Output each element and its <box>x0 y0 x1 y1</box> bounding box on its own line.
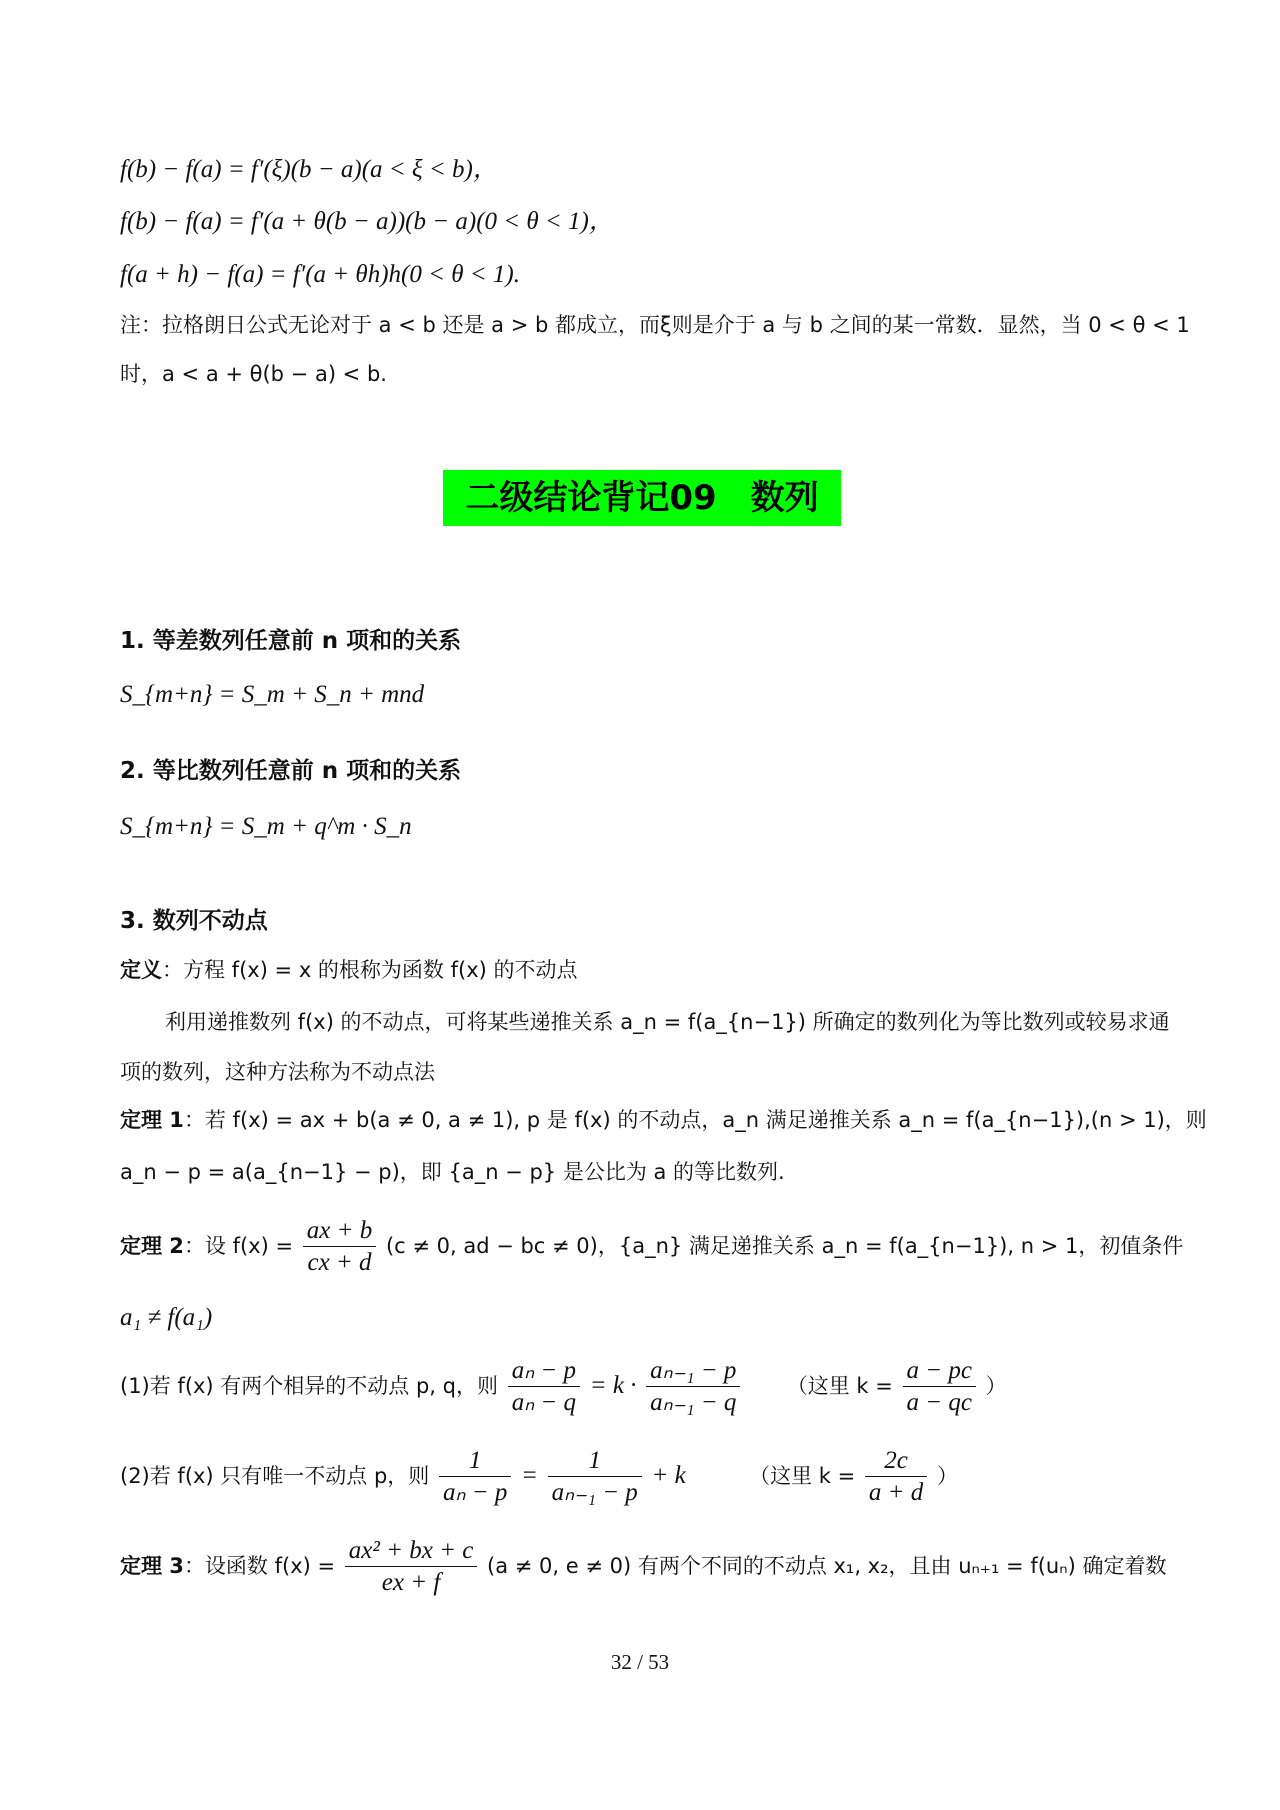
case-2-note-post: ） <box>936 1463 958 1488</box>
theorem-2-fraction <box>303 1215 376 1279</box>
theorem-1-line-2: a_n − p = a(a_{n−1} − p)，即 {a_n − p} 是公比为 a 的等比数列. <box>120 1160 785 1184</box>
section-1-formula: S_{m+n} = S_m + S_n + mnd <box>120 681 425 708</box>
fraction-denominator: a + d <box>868 1479 924 1507</box>
fraction-denominator: aₙ₋₁ − q <box>650 1389 737 1417</box>
section-1-heading: 1. 等差数列任意前 n 项和的关系 <box>120 628 462 654</box>
mvt-formula-3: f(a + h) − f(a) = f′(a + θh)h(0 < θ < 1). <box>120 261 520 288</box>
fixed-point-paragraph-2: 项的数列，这种方法称为不动点法 <box>120 1060 435 1084</box>
mvt-note-line-1: 注：拉格朗日公式无论对于 a < b 还是 a > b 都成立，而ξ则是介于 a 与 b 之间的某一常数．显然，当 0 < θ < 1 <box>120 313 1190 337</box>
fraction-denominator: ex + f <box>381 1569 441 1597</box>
fraction-numerator: ax² + bx + c <box>345 1535 478 1567</box>
theorem-1-line <box>120 1108 1207 1133</box>
fraction-numerator: a − pc <box>903 1355 976 1387</box>
case-2-note-pre: （这里 k = <box>749 1463 856 1488</box>
case-2-line <box>120 1445 958 1509</box>
case-1-line <box>120 1355 1007 1419</box>
definition-label: 定义 <box>120 958 162 982</box>
fraction-numerator: 1 <box>548 1445 642 1477</box>
theorem-1-text: ：若 f(x) = ax + b(a ≠ 0, a ≠ 1), p 是 f(x) 的不动点，a_n 满足递推关系 a_n = f(a_{n−1}),(n > 1)，则 <box>183 1108 1207 1132</box>
theorem-2-label: 定理 2 <box>120 1233 184 1258</box>
fraction-numerator: aₙ − p <box>508 1355 580 1387</box>
case-2-pre: (2)若 f(x) 只有唯一不动点 p，则 <box>120 1463 430 1488</box>
fraction-numerator: aₙ₋₁ − p <box>646 1355 740 1387</box>
theorem-3-post: (a ≠ 0, e ≠ 0) 有两个不同的不动点 x₁, x₂，且由 uₙ₊₁ = f(uₙ) 确定着数 <box>487 1553 1167 1578</box>
mvt-formula-1: f(b) − f(a) = f′(ξ)(b − a)(a < ξ < b)， <box>120 156 498 183</box>
fraction-denominator: aₙ − q <box>511 1389 577 1417</box>
theorem-2-initial-condition: a₁ ≠ f(a₁) <box>120 1304 213 1331</box>
definition-line <box>120 958 578 983</box>
definition-text: ：方程 f(x) = x 的根称为函数 f(x) 的不动点 <box>162 958 578 982</box>
case-2-mid: = <box>521 1461 538 1489</box>
fraction-numerator: ax + b <box>303 1215 376 1247</box>
case-2-k-fraction <box>865 1445 927 1509</box>
fraction-denominator: cx + d <box>307 1249 372 1277</box>
theorem-2-post: (c ≠ 0, ad − bc ≠ 0)，{a_n} 满足递推关系 a_n = f(a_{n−1}), n > 1，初值条件 <box>385 1233 1184 1258</box>
fraction-denominator: a − qc <box>906 1389 972 1417</box>
case-1-k-fraction <box>903 1355 976 1419</box>
theorem-3-label: 定理 3 <box>120 1553 184 1578</box>
case-1-fraction-1 <box>508 1355 580 1419</box>
mvt-note-line-2: 时，a < a + θ(b − a) < b. <box>120 362 387 386</box>
section-2-heading: 2. 等比数列任意前 n 项和的关系 <box>120 758 462 784</box>
case-1-fraction-2 <box>646 1355 740 1419</box>
fraction-denominator: aₙ − p <box>443 1479 508 1507</box>
theorem-1-label: 定理 1 <box>120 1108 184 1132</box>
case-1-pre: (1)若 f(x) 有两个相异的不动点 p, q，则 <box>120 1373 498 1398</box>
case-1-note-pre: （这里 k = <box>786 1373 893 1398</box>
mvt-formula-2: f(b) − f(a) = f′(a + θ(b − a))(b − a)(0 < θ < 1)， <box>120 208 614 235</box>
theorem-3-fraction <box>345 1535 478 1599</box>
case-2-fraction-2 <box>548 1445 642 1509</box>
section-banner: 二级结论背记09 数列 <box>443 470 841 526</box>
theorem-3-line <box>120 1535 1166 1599</box>
case-2-fraction-1 <box>439 1445 511 1509</box>
fraction-numerator: 2c <box>865 1445 927 1477</box>
fixed-point-paragraph-1: 利用递推数列 f(x) 的不动点，可将某些递推关系 a_n = f(a_{n−1}) 所确定的数列化为等比数列或较易求通 <box>165 1010 1170 1034</box>
section-3-heading: 3. 数列不动点 <box>120 908 268 934</box>
page-number: 32 / 53 <box>610 1650 670 1674</box>
theorem-3-pre: ：设函数 f(x) = <box>183 1553 336 1578</box>
theorem-2-line <box>120 1215 1183 1279</box>
case-1-note-post: ） <box>985 1373 1007 1398</box>
section-2-formula: S_{m+n} = S_m + q^m · S_n <box>120 813 412 840</box>
case-1-mid: = k · <box>589 1371 637 1399</box>
fraction-denominator: aₙ₋₁ − p <box>551 1479 638 1507</box>
fraction-numerator: 1 <box>439 1445 511 1477</box>
case-2-plus-k: + k <box>651 1461 686 1489</box>
theorem-2-pre: ：设 f(x) = <box>183 1233 294 1258</box>
